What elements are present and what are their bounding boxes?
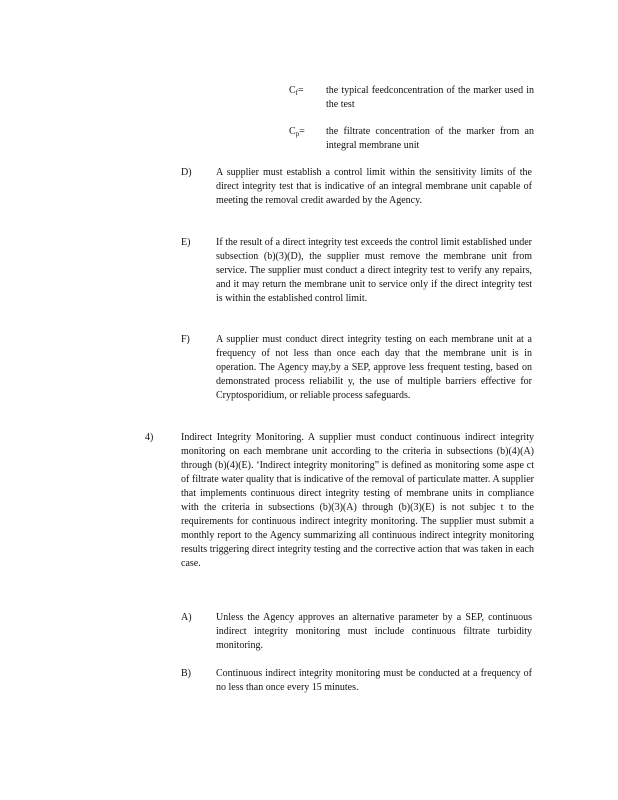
definition-text: the typical feedconcentration of the marker used in the test (326, 85, 534, 110)
item-label: D) (181, 167, 192, 178)
item-text: Indirect Integrity Monitoring. A supplier must conduct continuous indirect integrity monitoring on each membrane unit according to the criteria in subsections (b)(4)(A) through (b)(4)(E). ‘Indirect integrity monitoring” is defined as monitoring some aspe ct of filtrate water quality that is indicative of the removal of particulate matter. A supplier that implements continuous direct integrity testing of membrane units in compliance with the criteria in subsections (b)(3)(A) through (b)(3)(E) is not subjec t to the requirements for continuous indirect integrity monitoring. The supplier must submit a monthly report to the Agency summarizing all continuous indirect integrity monitoring results triggering direct integrity testing and the corrective action that was taken in each case. (181, 432, 534, 569)
item-text: Continuous indirect integrity monitoring must be conducted at a frequency of no less than once every 15 minutes. (216, 668, 532, 693)
item-label: A) (181, 612, 192, 623)
item-text: Unless the Agency approves an alternative parameter by a SEP, continuous indirect integrity monitoring must include continuous filtrate turbidity monitoring. (216, 612, 532, 651)
definition-text: the filtrate concentration of the marker from an integral membrane unit (326, 126, 534, 151)
item-text: If the result of a direct integrity test exceeds the control limit established under subsection (b)(3)(D), the supplier must remove the membrane unit from service. The supplier must conduct a direct integrity test to verify any repairs, and it may return the membrane unit to service only if the direct integrity test is within the established control limit. (216, 237, 532, 304)
item-text: A supplier must conduct direct integrity testing on each membrane unit at a frequency of not less than once each day that the membrane unit is in operation. The Agency may,by a SEP, approve less frequent testing, based on demonstrated process reliabilit y, the use of multiple barriers effective for Cryptosporidium, or reliable process safeguards. (216, 334, 532, 401)
item-label: B) (181, 668, 191, 679)
item-label: 4) (145, 432, 154, 443)
definition-symbol: $C_f=$ (289, 85, 304, 97)
item-label: F) (181, 334, 190, 345)
item-label: E) (181, 237, 191, 248)
definition-symbol: $C_p=$ (289, 126, 305, 138)
item-text: A supplier must establish a control limit within the sensitivity limits of the direct integrity test that is indicative of an integral membrane unit capable of meeting the removal credit awarded by the Agency. (216, 167, 532, 206)
